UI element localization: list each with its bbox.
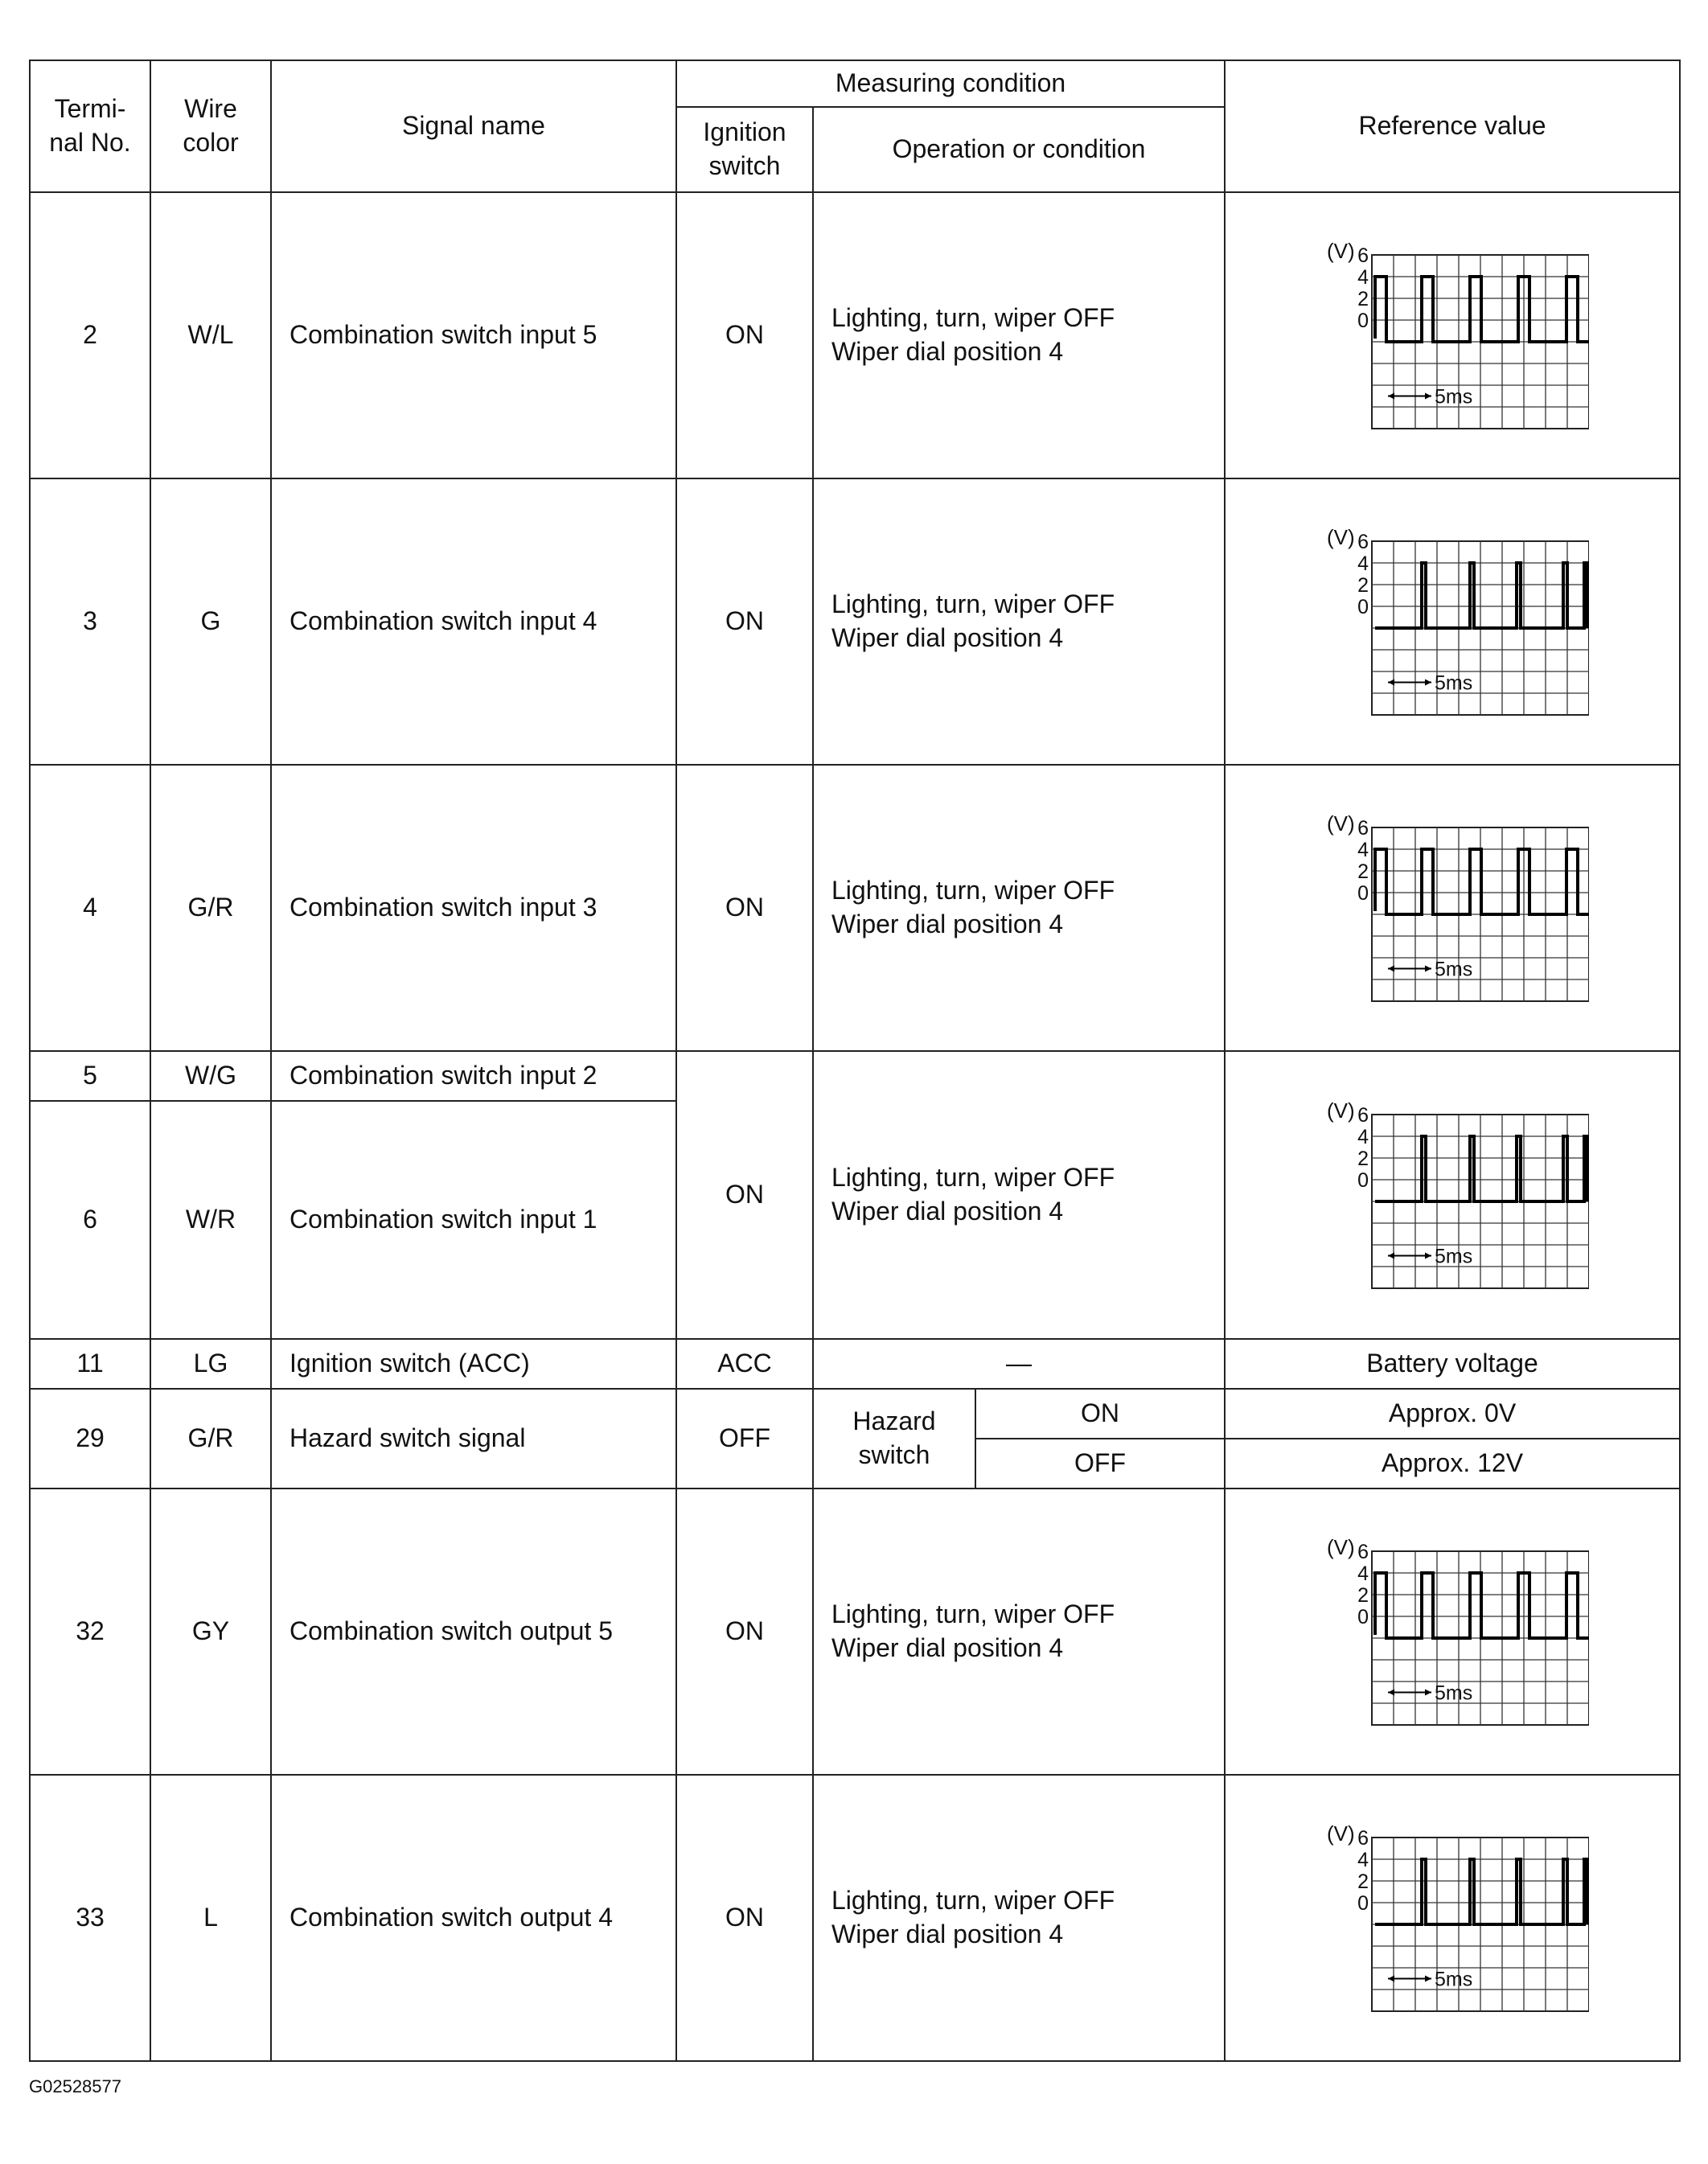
scope-y-tick-label: 2 [1357,288,1369,310]
condition-line-2: Wiper dial position 4 [831,910,1064,938]
scope-y-tick-label: 6 [1357,244,1369,267]
condition-line-2: Wiper dial position 4 [831,623,1064,652]
scope-unit-label: (V) [1327,1535,1355,1559]
scope-y-tick-label: 6 [1357,817,1369,840]
scope-y-tick-label: 2 [1357,860,1369,883]
time-scale-marker [1388,1246,1472,1268]
wire-color: W/L [150,192,271,478]
ignition-state: ON [676,478,813,765]
signal-name: Combination switch output 4 [271,1775,676,2061]
scope-y-tick-label: 2 [1357,1870,1369,1893]
terminal-number: 3 [30,478,150,765]
oscilloscope-waveform [1316,525,1589,718]
reference-waveform-cell [1225,192,1680,478]
condition-line-2: Wiper dial position 4 [831,1197,1064,1226]
terminal-number: 29 [30,1389,150,1489]
time-scale-label: 5ms [1435,385,1473,409]
time-scale-label: 5ms [1435,1968,1473,1991]
reference-value-off: Approx. 12V [1225,1439,1680,1489]
oscilloscope-waveform [1316,811,1589,1004]
condition-line-2: Wiper dial position 4 [831,337,1064,366]
wire-color: W/R [150,1101,271,1339]
scope-y-tick-label: 0 [1357,1169,1369,1192]
reference-waveform-cell [1225,1489,1680,1775]
condition-line-1: Lighting, turn, wiper OFF [831,1599,1115,1629]
signal-name: Combination switch input 3 [271,765,676,1051]
terminal-number: 32 [30,1489,150,1775]
reference-value-on: Approx. 0V [1225,1389,1680,1439]
time-scale-label: 5ms [1435,1245,1473,1268]
signal-name: Combination switch input 2 [271,1051,676,1101]
header-measuring-condition: Measuring condition [676,60,1225,107]
table-row [30,1339,1680,1389]
scope-y-tick-label: 4 [1357,1562,1369,1585]
table-row [30,1051,1680,1101]
terminal-number: 11 [30,1339,150,1389]
table-row [30,1489,1680,1775]
scope-unit-label: (V) [1327,1098,1355,1123]
scope-y-tick-label: 6 [1357,1541,1369,1563]
scope-y-tick-label: 0 [1357,1892,1369,1915]
wire-color: GY [150,1489,271,1775]
ignition-state: ON [676,192,813,478]
time-scale-label: 5ms [1435,1682,1473,1705]
reference-waveform-cell [1225,1775,1680,2061]
terminal-number: 5 [30,1051,150,1101]
condition-line-1: Lighting, turn, wiper OFF [831,589,1115,619]
signal-name: Ignition switch (ACC) [271,1339,676,1389]
oscilloscope-waveform [1316,239,1589,432]
operation-condition: — [813,1339,1225,1389]
time-scale-label: 5ms [1435,671,1473,695]
operation-condition [813,1775,1225,2061]
header-terminal-no: Termi- nal No. [30,60,150,192]
condition-line-2: Wiper dial position 4 [831,1633,1064,1662]
operation-condition [813,1489,1225,1775]
terminal-number: 4 [30,765,150,1051]
signal-name: Hazard switch signal [271,1389,676,1489]
scope-y-tick-label: 0 [1357,310,1369,332]
signal-name: Combination switch output 5 [271,1489,676,1775]
wire-color: L [150,1775,271,2061]
terminal-reference-table [29,60,1681,2062]
ignition-state: OFF [676,1389,813,1489]
ignition-state: ON [676,765,813,1051]
waveform-trace [1375,563,1587,628]
waveform-trace [1375,1136,1587,1201]
scope-unit-label: (V) [1327,811,1355,836]
scope-unit-label: (V) [1327,239,1355,263]
time-scale-marker [1388,1969,1472,1991]
operation-condition [813,765,1225,1051]
scope-y-tick-label: 0 [1357,882,1369,905]
scope-y-tick-label: 2 [1357,574,1369,597]
scope-unit-label: (V) [1327,525,1355,549]
operation-condition [813,1051,1225,1339]
wire-color: LG [150,1339,271,1389]
oscilloscope-waveform [1316,1821,1589,2014]
wire-color: G [150,478,271,765]
header-signal-name: Signal name [271,60,676,192]
time-scale-marker [1388,1682,1472,1705]
waveform-trace [1375,1573,1589,1638]
signal-name: Combination switch input 5 [271,192,676,478]
terminal-number: 2 [30,192,150,478]
ignition-state: ON [676,1775,813,2061]
condition-line-1: Lighting, turn, wiper OFF [831,1886,1115,1916]
scope-y-tick-label: 6 [1357,1827,1369,1850]
waveform-trace [1375,1859,1587,1924]
signal-name: Combination switch input 1 [271,1101,676,1339]
reference-waveform-cell [1225,478,1680,765]
time-scale-marker [1388,959,1472,981]
wire-color: G/R [150,1389,271,1489]
reference-value: Battery voltage [1225,1339,1680,1389]
scope-y-tick-label: 6 [1357,1104,1369,1127]
header-ignition-switch: Ignition switch [676,107,813,192]
table-row [30,1389,1680,1439]
hazard-state-on: ON [975,1389,1225,1439]
hazard-state-off: OFF [975,1439,1225,1489]
scope-y-tick-label: 2 [1357,1148,1369,1170]
condition-line-1: Lighting, turn, wiper OFF [831,1163,1115,1193]
reference-waveform-cell [1225,765,1680,1051]
condition-line-2: Wiper dial position 4 [831,1920,1064,1948]
scope-y-tick-label: 0 [1357,1606,1369,1628]
scope-y-tick-label: 2 [1357,1584,1369,1607]
terminal-number: 33 [30,1775,150,2061]
table-row [30,765,1680,1051]
header-operation-condition: Operation or condition [813,107,1225,192]
ignition-state: ON [676,1051,813,1339]
hazard-switch-label: Hazard switch [813,1389,975,1489]
table-row [30,192,1680,478]
waveform-trace [1375,277,1589,342]
scope-y-tick-label: 6 [1357,531,1369,553]
header-reference-value: Reference value [1225,60,1680,192]
oscilloscope-waveform [1316,1098,1589,1291]
table-row [30,1775,1680,2061]
scope-unit-label: (V) [1327,1821,1355,1846]
ignition-state: ACC [676,1339,813,1389]
scope-y-tick-label: 4 [1357,552,1369,575]
scope-y-tick-label: 4 [1357,1849,1369,1871]
scope-y-tick-label: 4 [1357,839,1369,861]
reference-waveform-cell [1225,1051,1680,1339]
scope-y-tick-label: 0 [1357,596,1369,618]
table-row [30,478,1680,765]
ignition-state: ON [676,1489,813,1775]
operation-condition [813,192,1225,478]
time-scale-marker [1388,672,1472,695]
time-scale-label: 5ms [1435,958,1473,981]
figure-code: G02528577 [29,2076,121,2096]
condition-line-1: Lighting, turn, wiper OFF [831,303,1115,333]
time-scale-marker [1388,386,1472,409]
wire-color: W/G [150,1051,271,1101]
header-wire-color: Wire color [150,60,271,192]
terminal-number: 6 [30,1101,150,1339]
wire-color: G/R [150,765,271,1051]
scope-y-tick-label: 4 [1357,1126,1369,1148]
scope-y-tick-label: 4 [1357,266,1369,289]
signal-name: Combination switch input 4 [271,478,676,765]
operation-condition [813,478,1225,765]
terminal-reference-table-page [29,60,1679,2067]
oscilloscope-waveform [1316,1535,1589,1728]
waveform-trace [1375,849,1589,914]
condition-line-1: Lighting, turn, wiper OFF [831,876,1115,905]
